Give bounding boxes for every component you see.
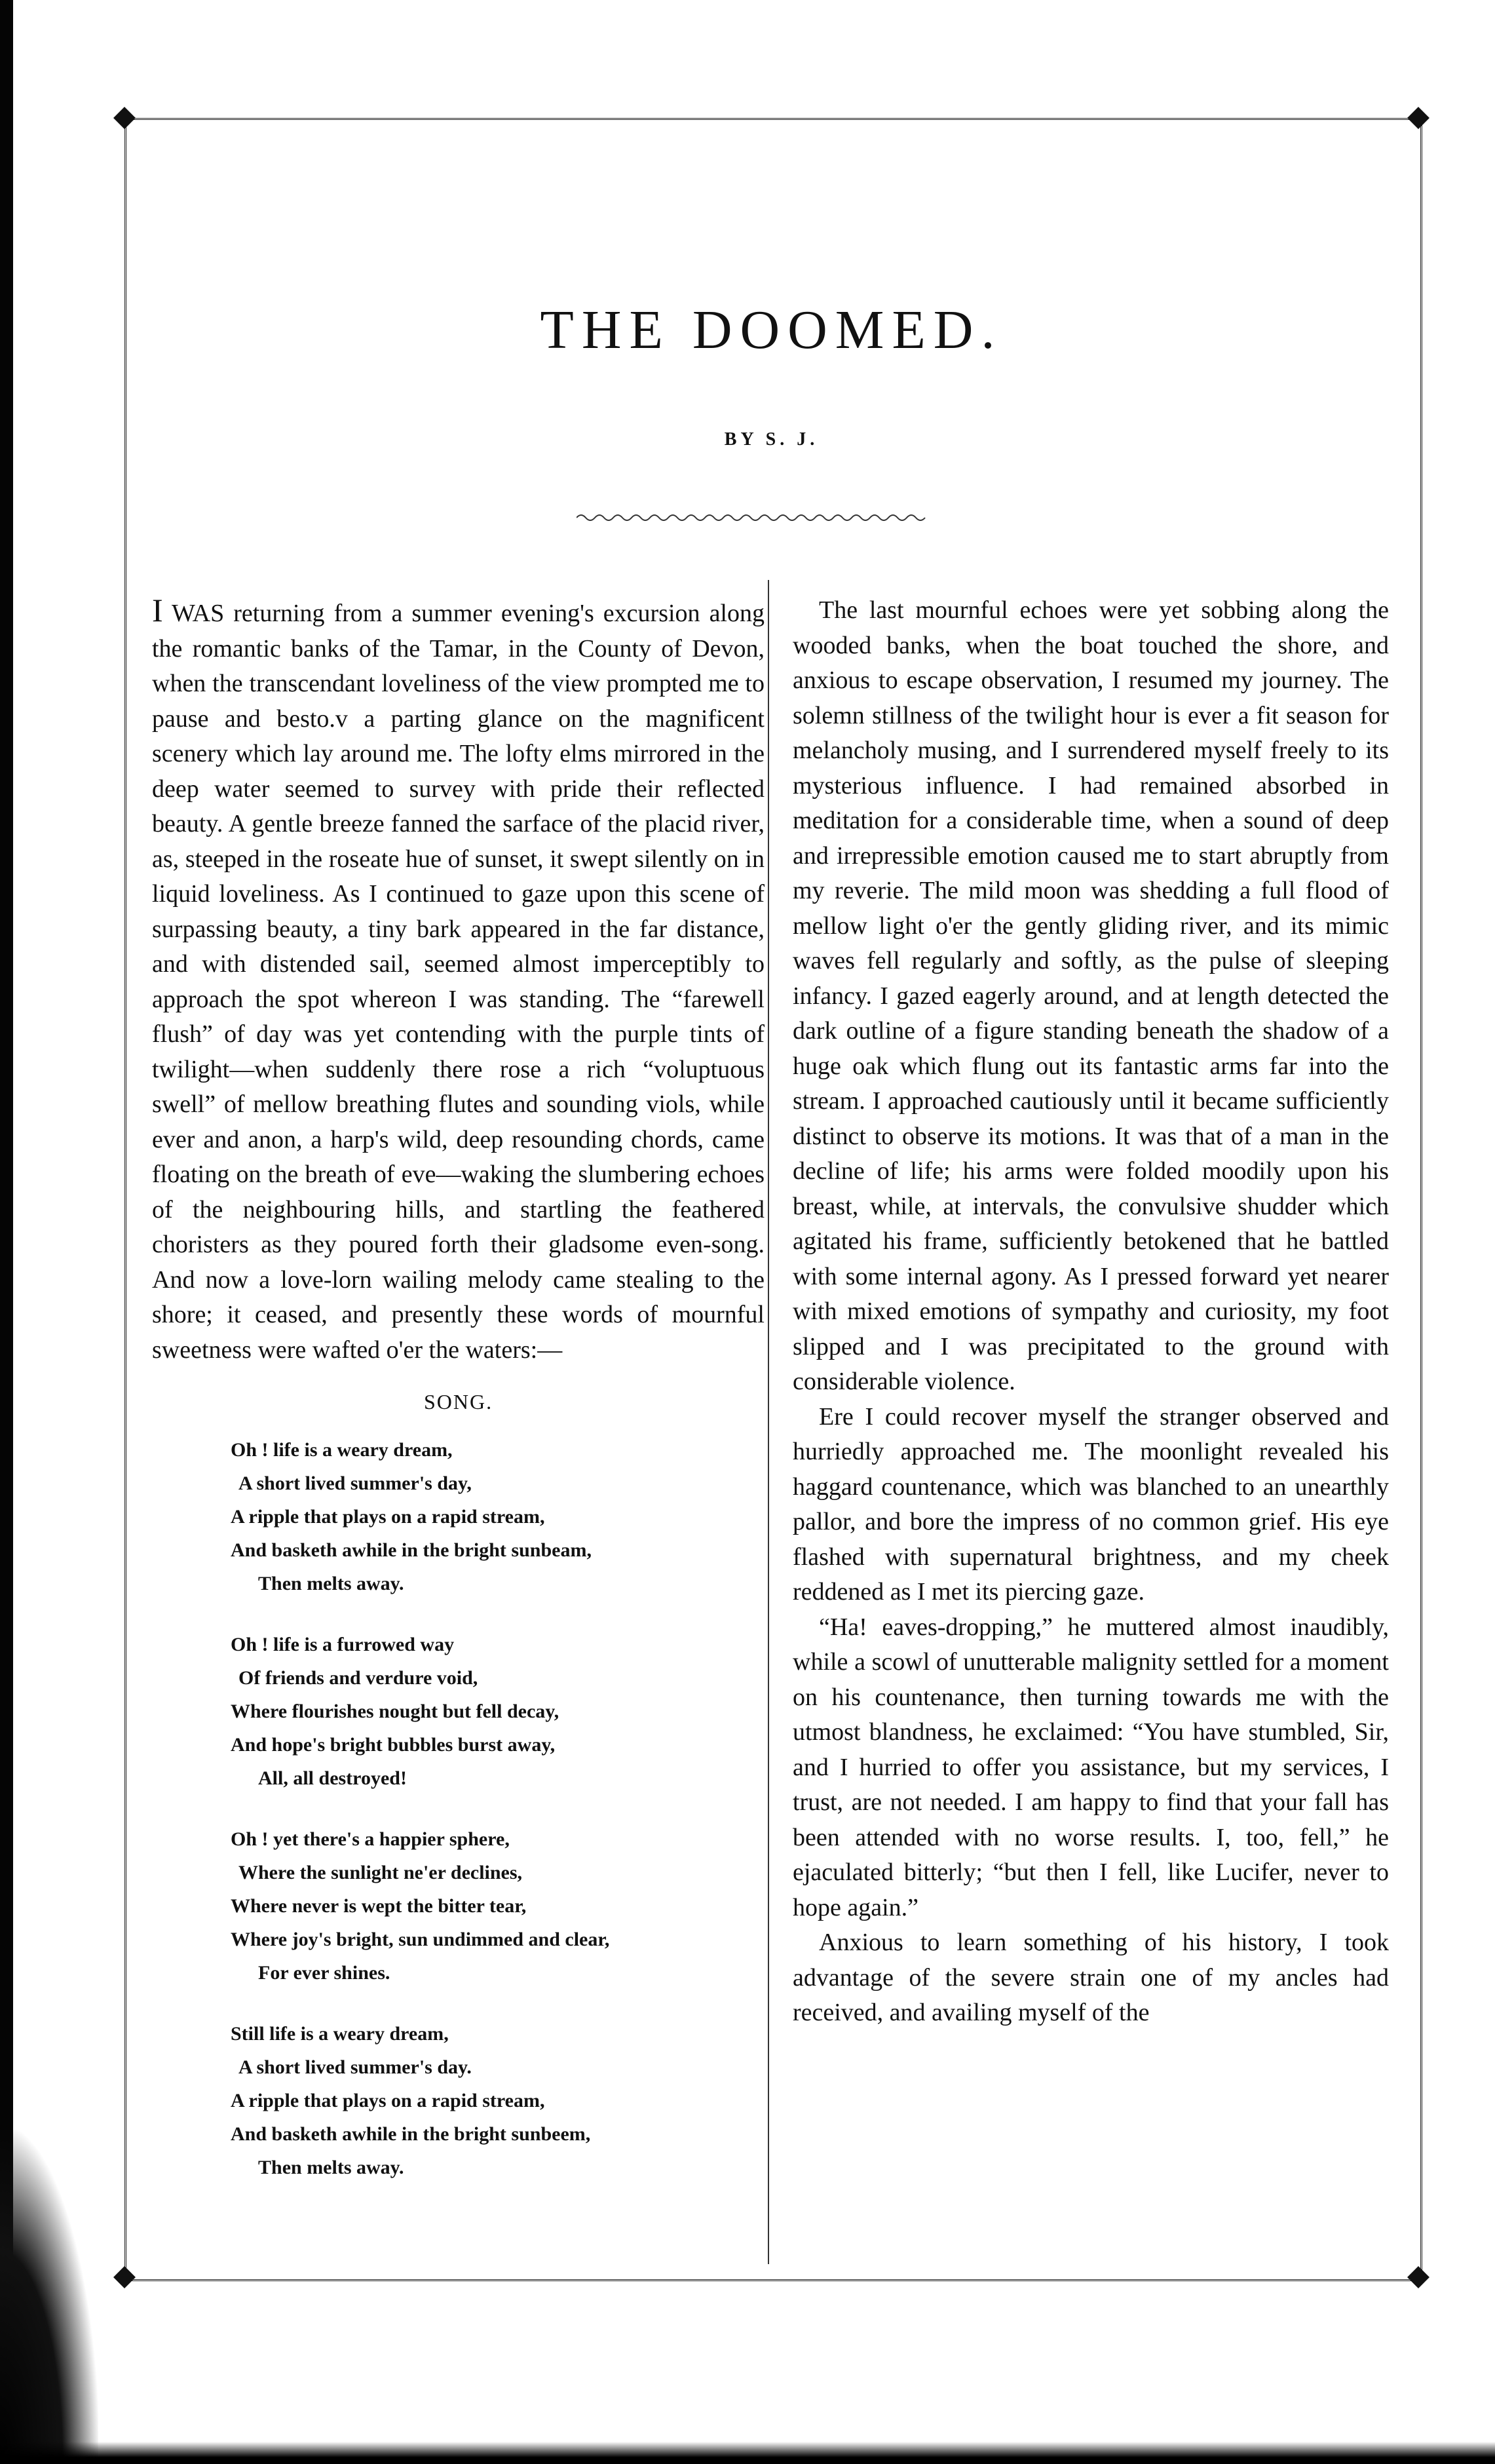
song-line: A ripple that plays on a rapid stream,: [231, 2090, 545, 2111]
title-ornament: [577, 511, 930, 524]
song-line: All, all destroyed!: [258, 1767, 407, 1789]
song-line: Where joy's bright, sun undimmed and clear,: [231, 1929, 610, 1950]
song-line: Oh ! life is a furrowed way: [231, 1634, 455, 1655]
body-paragraph: “Ha! eaves-dropping,” he muttered almost inaudibly, while a scowl of unutterable malignity settled for a moment on his countenance, then turning towards me with the utmost blandness, he exclaimed: “You have stumbled, Sir, and I hurried to offer you assistance, but my services, I trust, are not needed. I am happy to find that your fall has been attended with no worse results. I, too, fell,” he ejaculated bitterly; “but then I fell, like Lucifer, never to hope again.”: [793, 1613, 1389, 1921]
body-paragraph: The last mournful echoes were yet sobbing along the wooded banks, when the boat touched the shore, and anxious to escape observation, I resumed my journey. The solemn stillness of the twilight hour is ever a fit season for melancholy musing, and I surrendered myself freely to its mysterious influence. I had remained absorbed in meditation for a considerable time, when a sound of deep and irrepressible emotion caused me to start abruptly from my reverie. The mild moon was shedding a full flood of mellow light o'er the gently gliding river, and its mimic waves fell regularly and softly, as the pulse of sleeping infancy. I gazed eagerly around, and at length detected the dark outline of a figure standing beneath the shadow of a huge oak which flung out its fantastic arms far into the stream. I approached cautiously until it became sufficiently distinct to observe its motions. It was that of a man in the decline of life; his arms were folded moodily upon his breast, while, at intervals, the convulsive shudder which agitated his frame, sufficiently betokened that he battled with some internal agony. As I pressed forward yet nearer with mixed emotions of sympathy and curiosity, my foot slipped and I was precipitated to the ground with considerable violence.: [793, 596, 1389, 1395]
song-stanza: [231, 1628, 765, 1795]
song-line: Of friends and verdure void,: [238, 1667, 478, 1689]
scan-binding-edge: [0, 0, 13, 2464]
song-stanza: [231, 1822, 765, 1990]
article-title: THE DOOMED.: [540, 299, 1003, 360]
scan-bottom-edge: [0, 2442, 1495, 2464]
opening-paragraph: I WAS returning from a summer evening's excursion along the romantic banks of the Tamar, in the County of Devon, when the transcendant loveliness of the view prompted me to pause and besto.v a parting glance on the magnificent scenery which lay around me. The lofty elms mirrored in the deep water seemed to survey with pride their reflected beauty. A gentle breeze fanned the sarface of the placid river, as, steeped in the roseate hue of sunset, it swept silently on in liquid loveliness. As I continued to gaze upon this scene of surpassing beauty, a tiny bark appeared in the far distance, and with distended sail, seemed almost imperceptibly to approach the spot whereon I was standing. The “farewell flush” of day was yet contending with the purple tints of twilight—when suddenly there rose a rich “voluptuous swell” of mellow breathing flutes and sounding viols, while ever and anon, a harp's wild, deep resounding chords, came floating on the breath of eve—waking the slumbering echoes of the neighbouring hills, and startling the feathered choristers as they poured forth their gladsome even-song. And now a love-lorn wailing melody came stealing to the shore; it ceased, and presently these words of mournful sweetness were wafted o'er the waters:—: [152, 592, 765, 1364]
song-line: Oh ! yet there's a happier sphere,: [231, 1828, 510, 1850]
song-line: Where flourishes nought but fell decay,: [231, 1701, 559, 1722]
byline: BY S. J.: [724, 429, 819, 450]
body-paragraph: Anxious to learn something of his history, I took advantage of the severe strain one of my ancles had received, and availing myself of the: [793, 1929, 1389, 2026]
column-divider: [768, 580, 769, 2264]
scan-shadow-blot: [0, 2130, 98, 2464]
song-line: Still life is a weary dream,: [231, 2023, 449, 2045]
left-column: [152, 593, 765, 2212]
song-line: A short lived summer's day.: [238, 2056, 472, 2078]
song-line: And hope's bright bubbles burst away,: [231, 1734, 556, 1756]
song-line: A ripple that plays on a rapid stream,: [231, 1506, 545, 1528]
song-line: Where the sunlight ne'er declines,: [238, 1862, 523, 1883]
song-stanza: [231, 2017, 765, 2184]
song-line: Where never is wept the bitter tear,: [231, 1895, 527, 1917]
song-line: And basketh awhile in the bright sunbeem,: [231, 2123, 591, 2145]
song-line: Then melts away.: [258, 2157, 404, 2178]
song-line: For ever shines.: [258, 1962, 390, 1984]
song-line: Oh ! life is a weary dream,: [231, 1439, 453, 1461]
right-column: [793, 593, 1389, 2031]
song-line: Then melts away.: [258, 1573, 404, 1594]
song-line: A short lived summer's day,: [238, 1473, 472, 1494]
song-stanza: [231, 1433, 765, 1600]
body-paragraph: Ere I could recover myself the stranger observed and hurriedly approached me. The moonlight revealed his haggard countenance, which was blanched to an unearthly pallor, and bore the impress of no common grief. His eye flashed with supernatural brightness, and my cheek reddened as I met its piercing gaze.: [793, 1402, 1389, 1606]
song-title: SONG.: [423, 1390, 493, 1414]
song-line: And basketh awhile in the bright sunbeam,: [231, 1539, 592, 1561]
